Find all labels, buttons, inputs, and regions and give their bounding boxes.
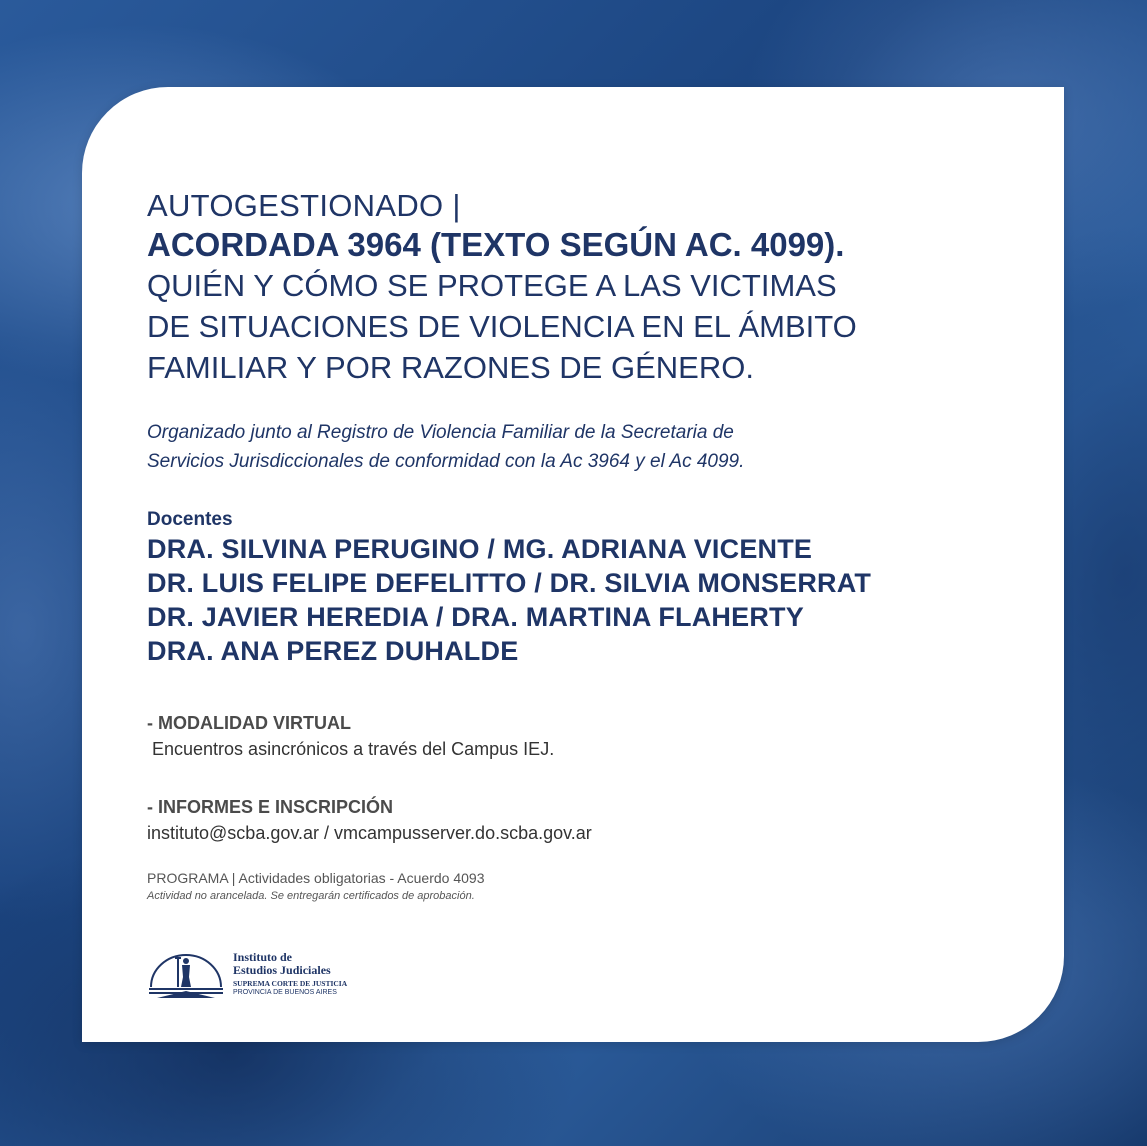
info-title: - INFORMES E INSCRIPCIÓN [147, 797, 394, 817]
dome-emblem-icon [147, 947, 225, 999]
teacher-line: DR. LUIS FELIPE DEFELITTO / DR. SILVIA MONSERRAT [147, 568, 872, 598]
teacher-line: DRA. ANA PEREZ DUHALDE [147, 636, 519, 666]
teacher-line: DRA. SILVINA PERUGINO / MG. ADRIANA VICENTE [147, 534, 813, 564]
course-description-line: FAMILIAR Y POR RAZONES DE GÉNERO. [147, 350, 754, 385]
logo-subtitle: PROVINCIA DE BUENOS AIRES [233, 989, 337, 996]
logo-name-line: Instituto de [233, 950, 293, 964]
organizer-line: Servicios Jurisdiccionales de conformidad con la Ac 3964 y el Ac 4099. [147, 451, 745, 472]
content-card [82, 87, 1064, 1042]
program-note: Actividad no arancelada. Se entregarán certificados de aprobación. [147, 890, 475, 902]
course-title: ACORDADA 3964 (TEXTO SEGÚN AC. 4099). [147, 226, 845, 263]
card-content [147, 187, 1007, 904]
teacher-line: DR. JAVIER HEREDIA / DRA. MARTINA FLAHERTY [147, 602, 804, 632]
organizer-note [147, 418, 1007, 476]
course-description-line: QUIÉN Y CÓMO SE PROTEGE A LAS VICTIMAS [147, 268, 837, 303]
course-description-line: DE SITUACIONES DE VIOLENCIA EN EL ÁMBITO [147, 309, 857, 344]
teachers-label: Docentes [147, 509, 233, 530]
course-type: AUTOGESTIONADO | [147, 188, 461, 223]
logo-text [233, 951, 347, 999]
teachers-list [147, 532, 1007, 668]
modality-section [147, 710, 1007, 762]
logo-name-line: Estudios Judiciales [233, 963, 331, 977]
info-contact: instituto@scba.gov.ar / vmcampusserver.do.scba.gov.ar [147, 823, 592, 843]
info-section [147, 794, 1007, 846]
program-text: PROGRAMA | Actividades obligatorias - Acuerdo 4093 [147, 870, 485, 886]
organizer-line: Organizado junto al Registro de Violencia Familiar de la Secretaria de [147, 422, 734, 443]
logo-subtitle: SUPREMA CORTE DE JUSTICIA [233, 979, 348, 988]
institute-logo [147, 947, 347, 999]
modality-text: Encuentros asincrónicos a través del Campus IEJ. [147, 739, 555, 759]
modality-title: - MODALIDAD VIRTUAL [147, 713, 351, 733]
